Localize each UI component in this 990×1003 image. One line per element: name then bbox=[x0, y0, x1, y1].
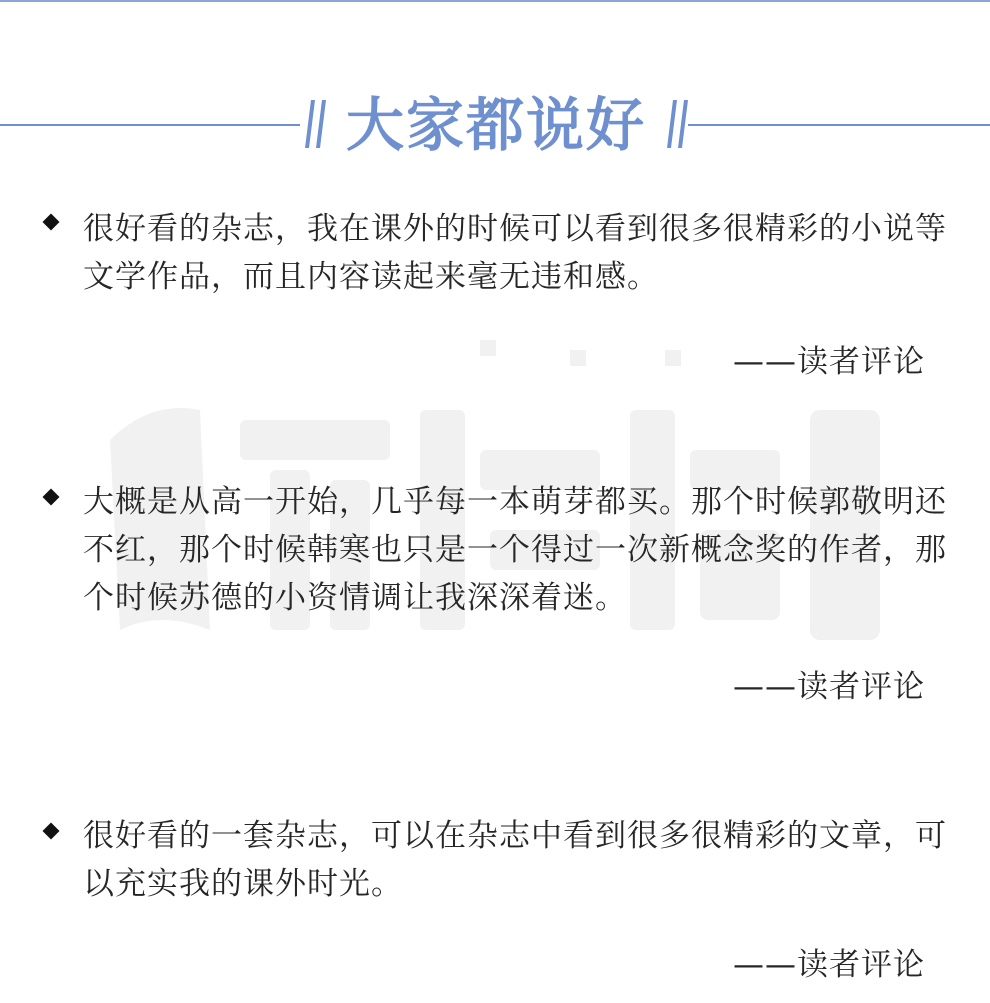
section-header bbox=[0, 92, 990, 158]
review-source: ——读者评论 bbox=[733, 669, 925, 705]
review-source: ——读者评论 bbox=[733, 344, 925, 380]
slash-decoration-left-icon bbox=[302, 96, 328, 152]
review-text: 很好看的一套杂志，可以在杂志中看到很多很精彩的文章，可以充实我的课外时光。 bbox=[83, 818, 947, 902]
top-divider bbox=[0, 0, 990, 2]
review-source: ——读者评论 bbox=[733, 947, 925, 983]
header-line-right bbox=[688, 124, 990, 126]
diamond-bullet-icon bbox=[43, 214, 60, 231]
review-text: 大概是从高一开始，几乎每一本萌芽都买。那个时候郭敬明还不红，那个时候韩寒也只是一个得过一次新概念奖的作者，那个时候苏德的小资情调让我深深着迷。 bbox=[83, 484, 947, 616]
page-title: 大家都说好 bbox=[345, 91, 646, 159]
review-text: 很好看的杂志，我在课外的时候可以看到很多很精彩的小说等文学作品，而且内容读起来毫无违和感。 bbox=[83, 211, 947, 295]
diamond-bullet-icon bbox=[43, 823, 60, 840]
header-line-left bbox=[0, 124, 300, 126]
slash-decoration-right-icon bbox=[664, 96, 690, 152]
diamond-bullet-icon bbox=[43, 489, 60, 506]
